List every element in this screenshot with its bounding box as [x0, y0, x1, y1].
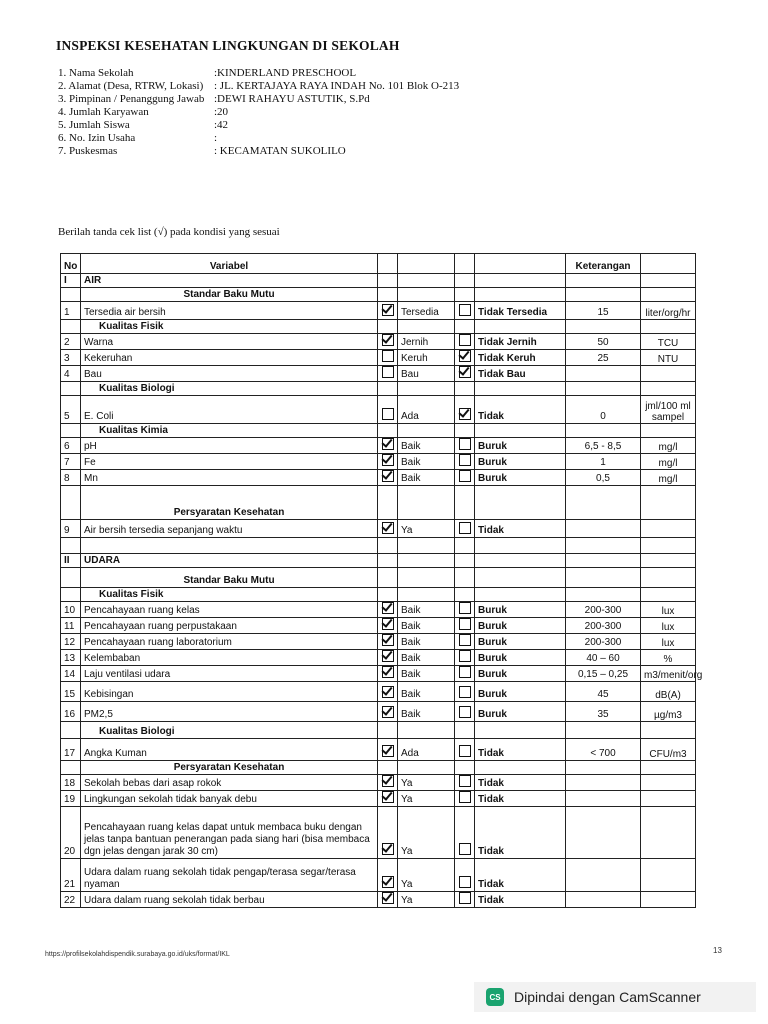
option-1-label: Keruh	[398, 350, 455, 366]
option-2-label: Tidak	[475, 396, 566, 424]
camscanner-logo-icon: CS	[486, 988, 504, 1006]
item-number: 12	[61, 634, 81, 650]
option-2-label: Buruk	[475, 682, 566, 702]
option-1-label: Ya	[398, 859, 455, 892]
item-label: Fe	[81, 454, 378, 470]
item-label: E. Coli	[81, 396, 378, 424]
item-label: Bau	[81, 366, 378, 382]
info-value: :KINDERLAND PRESCHOOL	[214, 67, 357, 79]
info-label: 5. Jumlah Siswa	[58, 119, 130, 131]
item-row	[61, 634, 696, 650]
group-row	[61, 320, 696, 334]
item-row	[61, 602, 696, 618]
subheading-row	[61, 288, 696, 302]
option-2-label: Buruk	[475, 602, 566, 618]
item-number: 6	[61, 438, 81, 454]
keterangan-unit	[641, 775, 696, 791]
option-1-label: Ya	[398, 791, 455, 807]
info-value: : KECAMATAN SUKOLILO	[214, 145, 346, 157]
keterangan-value: 0	[566, 396, 641, 424]
item-number: 20	[61, 807, 81, 859]
keterangan-unit: lux	[641, 634, 696, 650]
header-no: No	[61, 254, 81, 274]
keterangan-value: 15	[566, 302, 641, 320]
item-row	[61, 892, 696, 908]
keterangan-value: 0,15 – 0,25	[566, 666, 641, 682]
option-2-label: Tidak	[475, 859, 566, 892]
section-row	[61, 274, 696, 288]
option-1-checkbox[interactable]	[382, 775, 394, 787]
item-row	[61, 775, 696, 791]
keterangan-value	[566, 859, 641, 892]
item-number: 18	[61, 775, 81, 791]
header-keterangan: Keterangan	[566, 254, 641, 274]
keterangan-unit: mg/l	[641, 470, 696, 486]
keterangan-value: 50	[566, 334, 641, 350]
section-number: II	[61, 554, 81, 568]
keterangan-value: 40 – 60	[566, 650, 641, 666]
keterangan-unit	[641, 791, 696, 807]
item-number: 2	[61, 334, 81, 350]
page-number: 13	[713, 946, 722, 955]
option-2-label: Tidak Jernih	[475, 334, 566, 350]
option-1-label: Baik	[398, 702, 455, 722]
subheading-row	[61, 761, 696, 775]
option-2-checkbox[interactable]	[459, 650, 471, 662]
info-value: :20	[214, 106, 229, 118]
info-value: :	[214, 132, 218, 144]
keterangan-value	[566, 520, 641, 538]
keterangan-value	[566, 892, 641, 908]
school-info	[58, 67, 459, 158]
keterangan-unit: %	[641, 650, 696, 666]
option-2-checkbox[interactable]	[459, 366, 471, 378]
item-number: 7	[61, 454, 81, 470]
option-2-label: Buruk	[475, 650, 566, 666]
keterangan-value: 200-300	[566, 634, 641, 650]
keterangan-unit: lux	[641, 602, 696, 618]
keterangan-value: 0,5	[566, 470, 641, 486]
keterangan-unit	[641, 892, 696, 908]
keterangan-unit: jml/100 ml sampel	[641, 396, 696, 424]
table-header-row	[61, 254, 696, 274]
info-label: 7. Puskesmas	[58, 145, 118, 157]
keterangan-value: 25	[566, 350, 641, 366]
footer-url: https://profilsekolahdispendik.surabaya.go.id/uks/format/IKL	[45, 951, 230, 958]
item-label: pH	[81, 438, 378, 454]
option-1-label: Ya	[398, 892, 455, 908]
item-label: Warna	[81, 334, 378, 350]
option-1-checkbox[interactable]	[382, 408, 394, 420]
item-label: Laju ventilasi udara	[81, 666, 378, 682]
option-2-checkbox[interactable]	[459, 438, 471, 450]
option-1-checkbox[interactable]	[382, 522, 394, 534]
camscanner-badge	[474, 982, 756, 1012]
info-value: :42	[214, 119, 229, 131]
item-label: Angka Kuman	[81, 739, 378, 761]
group-row	[61, 382, 696, 396]
option-2-checkbox[interactable]	[459, 892, 471, 904]
option-1-label: Bau	[398, 366, 455, 382]
option-2-label: Buruk	[475, 438, 566, 454]
option-1-label: Baik	[398, 634, 455, 650]
option-2-label: Tidak Bau	[475, 366, 566, 382]
group-label: Kualitas Biologi	[81, 722, 378, 739]
item-label: Kelembaban	[81, 650, 378, 666]
option-2-label: Buruk	[475, 702, 566, 722]
inspection-table	[60, 253, 703, 908]
option-2-label: Tidak	[475, 807, 566, 859]
keterangan-value: 200-300	[566, 602, 641, 618]
item-label: Pencahayaan ruang kelas	[81, 602, 378, 618]
option-1-label: Baik	[398, 602, 455, 618]
option-2-checkbox[interactable]	[459, 876, 471, 888]
item-number: 22	[61, 892, 81, 908]
option-2-checkbox[interactable]	[459, 350, 471, 362]
subheading-label: Persyaratan Kesehatan	[81, 486, 378, 520]
item-row	[61, 454, 696, 470]
option-2-label: Buruk	[475, 666, 566, 682]
option-2-checkbox[interactable]	[459, 618, 471, 630]
item-label: Mn	[81, 470, 378, 486]
item-row	[61, 438, 696, 454]
option-1-label: Baik	[398, 682, 455, 702]
item-row	[61, 702, 696, 722]
item-number: 16	[61, 702, 81, 722]
item-label: Udara dalam ruang sekolah tidak pengap/terasa segar/terasa nyaman	[81, 859, 378, 892]
option-2-checkbox[interactable]	[459, 602, 471, 614]
section-row	[61, 554, 696, 568]
keterangan-value: 200-300	[566, 618, 641, 634]
item-row	[61, 520, 696, 538]
keterangan-unit: liter/org/hr	[641, 302, 696, 320]
option-2-checkbox[interactable]	[459, 334, 471, 346]
section-number: I	[61, 274, 81, 288]
subheading-row	[61, 568, 696, 588]
option-2-checkbox[interactable]	[459, 791, 471, 803]
option-2-checkbox[interactable]	[459, 706, 471, 718]
item-row	[61, 618, 696, 634]
keterangan-value	[566, 807, 641, 859]
option-1-checkbox[interactable]	[382, 350, 394, 362]
option-2-label: Buruk	[475, 454, 566, 470]
item-label: Sekolah bebas dari asap rokok	[81, 775, 378, 791]
item-number: 21	[61, 859, 81, 892]
info-row	[58, 93, 459, 106]
item-label: Kebisingan	[81, 682, 378, 702]
item-row	[61, 650, 696, 666]
item-number: 1	[61, 302, 81, 320]
subheading-row	[61, 486, 696, 520]
keterangan-unit: NTU	[641, 350, 696, 366]
option-2-label: Tidak	[475, 775, 566, 791]
item-number: 4	[61, 366, 81, 382]
keterangan-value	[566, 366, 641, 382]
option-2-label: Tidak	[475, 892, 566, 908]
option-1-checkbox[interactable]	[382, 304, 394, 316]
info-label: 4. Jumlah Karyawan	[58, 106, 149, 118]
option-1-checkbox[interactable]	[382, 745, 394, 757]
option-1-label: Baik	[398, 454, 455, 470]
keterangan-value: 45	[566, 682, 641, 702]
option-1-label: Tersedia	[398, 302, 455, 320]
option-2-label: Tidak Keruh	[475, 350, 566, 366]
item-row	[61, 807, 696, 859]
option-1-label: Ya	[398, 520, 455, 538]
item-number: 9	[61, 520, 81, 538]
option-2-label: Tidak	[475, 791, 566, 807]
option-1-checkbox[interactable]	[382, 618, 394, 630]
info-row	[58, 119, 459, 132]
info-label: 6. No. Izin Usaha	[58, 132, 136, 144]
item-number: 13	[61, 650, 81, 666]
option-1-checkbox[interactable]	[382, 602, 394, 614]
info-row	[58, 132, 459, 145]
camscanner-text: Dipindai dengan CamScanner	[514, 989, 701, 1005]
option-1-label: Ada	[398, 739, 455, 761]
keterangan-unit	[641, 807, 696, 859]
blank-row	[61, 538, 696, 554]
group-label: Kualitas Fisik	[81, 320, 378, 334]
option-1-label: Baik	[398, 618, 455, 634]
keterangan-unit: mg/l	[641, 454, 696, 470]
item-number: 17	[61, 739, 81, 761]
group-row	[61, 722, 696, 739]
section-label: UDARA	[81, 554, 378, 568]
option-1-checkbox[interactable]	[382, 706, 394, 718]
item-number: 3	[61, 350, 81, 366]
document-title: INSPEKSI KESEHATAN LINGKUNGAN DI SEKOLAH	[56, 38, 400, 53]
keterangan-unit: dB(A)	[641, 682, 696, 702]
keterangan-unit: mg/l	[641, 438, 696, 454]
item-row	[61, 350, 696, 366]
option-1-label: Ada	[398, 396, 455, 424]
item-label: Lingkungan sekolah tidak banyak debu	[81, 791, 378, 807]
keterangan-value: 1	[566, 454, 641, 470]
item-label: Pencahayaan ruang kelas dapat untuk membaca buku dengan jelas tanpa bantuan penerangan pada siang hari (bisa membaca dgn jelas dengan jarak 30 cm)	[81, 807, 378, 859]
option-1-label: Baik	[398, 650, 455, 666]
item-row	[61, 470, 696, 486]
keterangan-value: < 700	[566, 739, 641, 761]
info-label: 2. Alamat (Desa, RTRW, Lokasi)	[58, 80, 204, 92]
option-1-checkbox[interactable]	[382, 843, 394, 855]
option-2-checkbox[interactable]	[459, 745, 471, 757]
option-1-label: Ya	[398, 775, 455, 791]
group-label: Kualitas Fisik	[81, 588, 378, 602]
option-2-checkbox[interactable]	[459, 454, 471, 466]
keterangan-unit: µg/m3	[641, 702, 696, 722]
option-2-checkbox[interactable]	[459, 470, 471, 482]
option-2-label: Buruk	[475, 618, 566, 634]
option-1-checkbox[interactable]	[382, 438, 394, 450]
info-label: 1. Nama Sekolah	[58, 67, 134, 79]
keterangan-unit: TCU	[641, 334, 696, 350]
info-row	[58, 80, 459, 93]
option-2-label: Tidak Tersedia	[475, 302, 566, 320]
option-1-checkbox[interactable]	[382, 876, 394, 888]
info-row	[58, 67, 459, 80]
item-row	[61, 334, 696, 350]
group-label: Kualitas Biologi	[81, 382, 378, 396]
option-1-checkbox[interactable]	[382, 650, 394, 662]
option-2-checkbox[interactable]	[459, 304, 471, 316]
option-1-checkbox[interactable]	[382, 470, 394, 482]
option-2-label: Buruk	[475, 634, 566, 650]
item-number: 15	[61, 682, 81, 702]
option-1-checkbox[interactable]	[382, 686, 394, 698]
item-row	[61, 682, 696, 702]
option-2-checkbox[interactable]	[459, 686, 471, 698]
item-number: 10	[61, 602, 81, 618]
item-number: 19	[61, 791, 81, 807]
keterangan-value	[566, 791, 641, 807]
item-row	[61, 302, 696, 320]
option-1-label: Ya	[398, 807, 455, 859]
group-row	[61, 588, 696, 602]
item-number: 14	[61, 666, 81, 682]
option-2-checkbox[interactable]	[459, 408, 471, 420]
option-2-label: Buruk	[475, 470, 566, 486]
section-label: AIR	[81, 274, 378, 288]
option-1-checkbox[interactable]	[382, 666, 394, 678]
option-2-checkbox[interactable]	[459, 666, 471, 678]
info-value: :DEWI RAHAYU ASTUTIK, S.Pd	[214, 93, 370, 105]
group-row	[61, 424, 696, 438]
item-row	[61, 791, 696, 807]
subheading-label: Standar Baku Mutu	[81, 568, 378, 588]
subheading-label: Persyaratan Kesehatan	[81, 761, 378, 775]
item-row	[61, 739, 696, 761]
option-2-checkbox[interactable]	[459, 843, 471, 855]
option-2-label: Tidak	[475, 739, 566, 761]
item-row	[61, 396, 696, 424]
keterangan-value: 6,5 - 8,5	[566, 438, 641, 454]
option-2-checkbox[interactable]	[459, 775, 471, 787]
option-1-checkbox[interactable]	[382, 454, 394, 466]
option-1-checkbox[interactable]	[382, 334, 394, 346]
keterangan-value	[566, 775, 641, 791]
header-variabel: Variabel	[81, 254, 378, 274]
group-label: Kualitas Kimia	[81, 424, 378, 438]
keterangan-value: 35	[566, 702, 641, 722]
keterangan-unit: CFU/m3	[641, 739, 696, 761]
info-row	[58, 106, 459, 119]
option-1-label: Baik	[398, 666, 455, 682]
subheading-label: Standar Baku Mutu	[81, 288, 378, 302]
info-row	[58, 145, 459, 158]
option-1-label: Baik	[398, 438, 455, 454]
keterangan-unit	[641, 366, 696, 382]
item-number: 11	[61, 618, 81, 634]
item-label: Pencahayaan ruang laboratorium	[81, 634, 378, 650]
option-2-checkbox[interactable]	[459, 634, 471, 646]
instruction-text: Berilah tanda cek list (√) pada kondisi yang sesuai	[58, 226, 280, 238]
item-row	[61, 859, 696, 892]
option-1-checkbox[interactable]	[382, 791, 394, 803]
item-number: 5	[61, 396, 81, 424]
option-1-checkbox[interactable]	[382, 892, 394, 904]
item-label: Kekeruhan	[81, 350, 378, 366]
item-label: PM2,5	[81, 702, 378, 722]
keterangan-unit	[641, 859, 696, 892]
option-2-checkbox[interactable]	[459, 522, 471, 534]
option-1-label: Baik	[398, 470, 455, 486]
item-row	[61, 666, 696, 682]
keterangan-unit: lux	[641, 618, 696, 634]
item-label: Tersedia air bersih	[81, 302, 378, 320]
item-label: Air bersih tersedia sepanjang waktu	[81, 520, 378, 538]
keterangan-unit	[641, 520, 696, 538]
keterangan-unit: m3/menit/org	[641, 666, 696, 682]
item-number: 8	[61, 470, 81, 486]
option-1-checkbox[interactable]	[382, 366, 394, 378]
info-value: : JL. KERTAJAYA RAYA INDAH No. 101 Blok O-213	[214, 80, 460, 92]
option-2-label: Tidak	[475, 520, 566, 538]
item-label: Udara dalam ruang sekolah tidak berbau	[81, 892, 378, 908]
info-label: 3. Pimpinan / Penanggung Jawab	[58, 93, 205, 105]
option-1-checkbox[interactable]	[382, 634, 394, 646]
item-label: Pencahayaan ruang perpustakaan	[81, 618, 378, 634]
option-1-label: Jernih	[398, 334, 455, 350]
item-row	[61, 366, 696, 382]
